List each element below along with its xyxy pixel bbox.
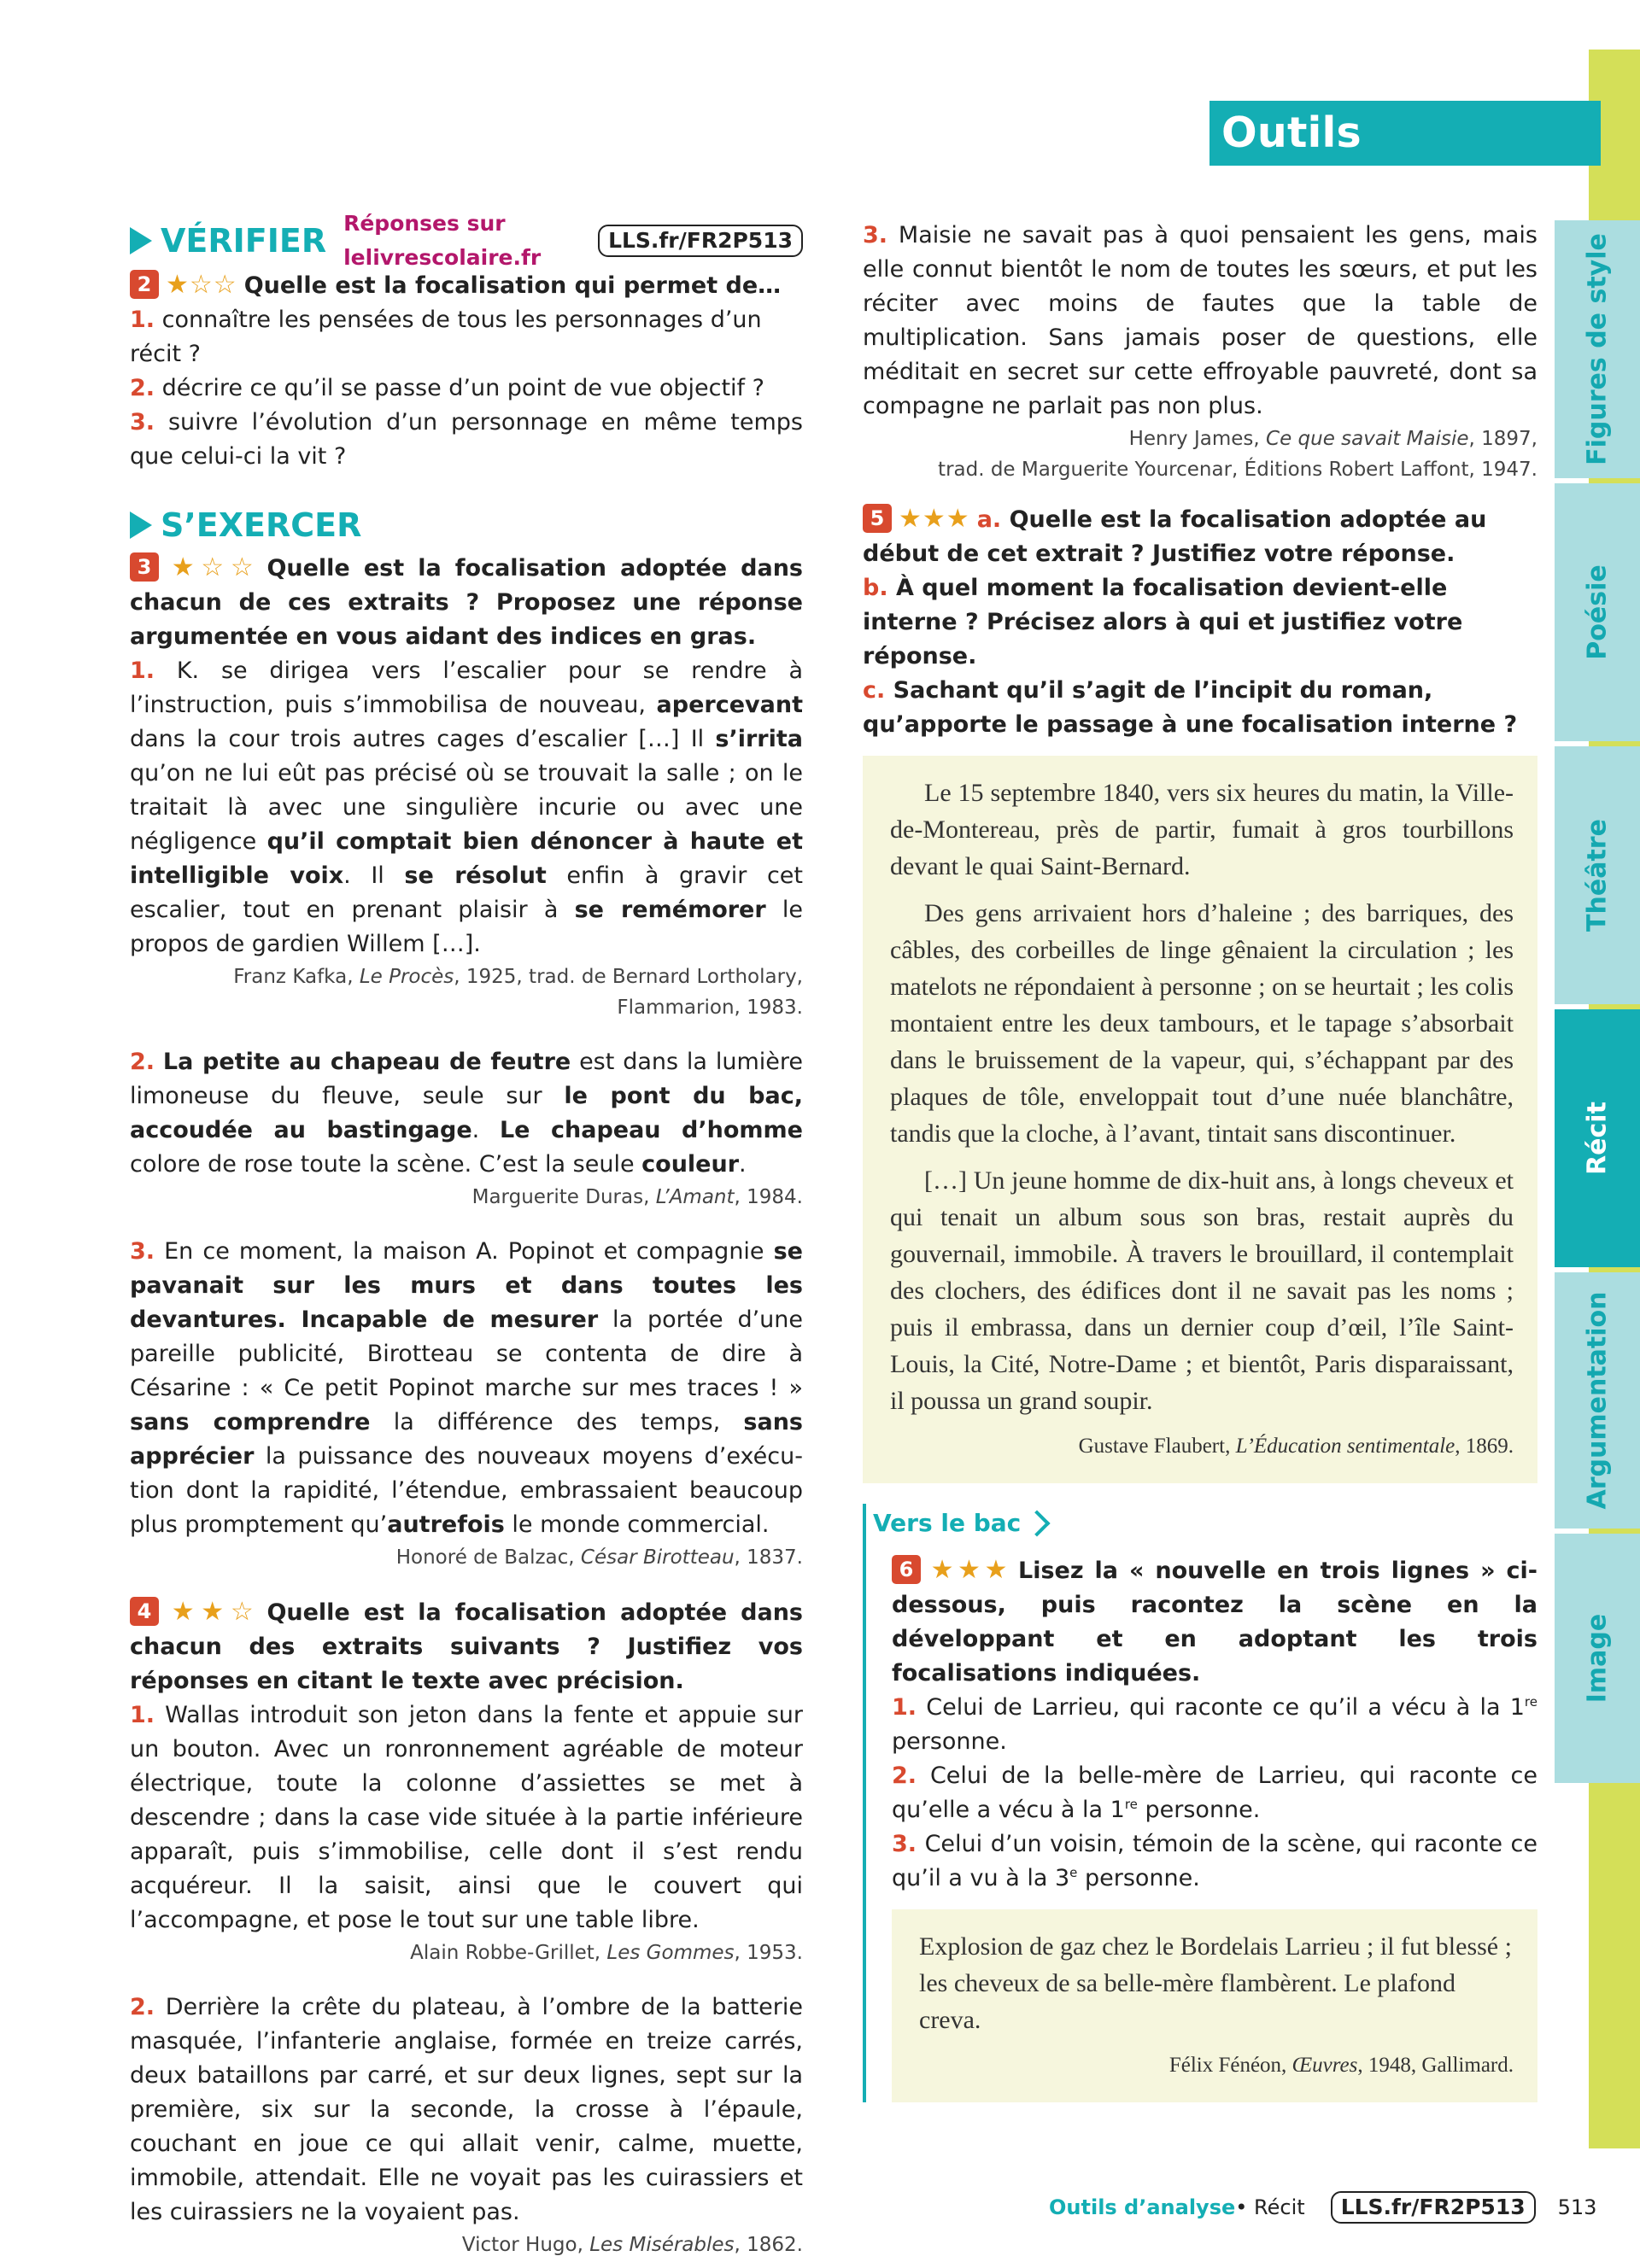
- exercise-number-badge: 2: [130, 270, 159, 299]
- exercise-3-heading: [130, 551, 803, 654]
- triangle-icon: [130, 227, 152, 254]
- list-item: 1. Celui de Larrieu, qui raconte ce qu’il a vécu à la 1re personne.: [892, 1694, 1538, 1755]
- extract-text: Maisie ne savait pas à quoi pensaient les gens, mais elle connut bientôt le nom de toutes les sœurs, et put les réciter avec moins de fautes que la table de multiplication. Sans jamais poser de questions, elle méditait en secret sur cette effroyable pauvreté, dont sa compagne ne parlait pas non plus.: [863, 222, 1538, 419]
- robbe-grillet-source: Alain Robbe-Grillet, Les Gommes, 1953.: [410, 1942, 803, 1964]
- tab-label: Récit: [1582, 1102, 1613, 1175]
- exercise-6-heading: [892, 1553, 1538, 1691]
- duras-source: Marguerite Duras, L’Amant, 1984.: [472, 1186, 803, 1208]
- item-text: décrire ce qu’il se passe d’un point de vue objectif ?: [161, 375, 764, 401]
- exercise-number-badge: 3: [130, 552, 159, 582]
- list-item: [130, 303, 803, 371]
- quote-paragraph: Explosion de gaz chez le Bordelais Larrieu ; il fut blessé ; les cheveux de sa belle-mère flambèrent. Le plafond creva.: [919, 1932, 1512, 2034]
- item-number: 2.: [130, 375, 155, 401]
- question-b: b. À quel moment la focalisation devient-elle interne ? Précisez alors à qui et justifiez votre réponse.: [863, 575, 1463, 669]
- flaubert-source: Gustave Flaubert, L’Éducation sentimentale, 1869.: [1078, 1435, 1514, 1458]
- triangle-icon: [130, 511, 152, 539]
- exercise-5-heading: [863, 502, 1538, 571]
- robbe-grillet-extract: 1. Wallas introduit son jeton dans la fente et appuie sur un bouton. Avec un ronronnement agréable de moteur électrique, toute la colonne d’assiettes se met à descendre ; dans la case vide située à la partie inférieure apparaît, puis s’immobilise, celle dont il s’est rendu acquéreur. Il la saisit, ainsi que le couvert qui l’accompagne, et pose le tout sur une table libre.: [130, 1702, 803, 1933]
- item-letter: a.: [976, 506, 1002, 533]
- question-text: À quel moment la focalisation devient-elle interne ? Précisez alors à qui et justifiez votre réponse.: [863, 575, 1463, 669]
- chevron-right-icon: [1024, 1510, 1051, 1536]
- exercise-number-badge: 5: [863, 504, 892, 533]
- hugo-extract: 2. Derrière la crête du plateau, à l’ombre de la batterie masquée, l’infanterie anglaise, formée en treize carrés, deux bataillons par carré, et sur deux lignes, sept sur la première, six sur la seconde, la crosse à l’épaule, couchant en joue ce qui allait venir, calme, muette, immobile, attendait. Elle ne voyait pas les cuirassiers et les cuirassiers ne la voyaient pas.: [130, 1994, 803, 2225]
- item-number: 1.: [130, 307, 155, 333]
- difficulty-stars-icon: ★☆☆: [166, 552, 261, 582]
- answers-link[interactable]: Réponses sur lelivrescolaire.fr: [343, 211, 542, 270]
- footer-chapter: • Récit: [1235, 2195, 1305, 2219]
- question-text: Sachant qu’il s’agit de l’incipit du roman, qu’apporte le passage à une focalisation interne ?: [863, 677, 1518, 738]
- footer-section: Outils d’analyse: [1049, 2195, 1236, 2219]
- tab-label: Figures de style: [1582, 233, 1613, 465]
- question-c: c. Sachant qu’il s’agit de l’incipit du roman, qu’apporte le passage à une focalisation interne ?: [863, 677, 1518, 738]
- exercer-title: S’EXERCER: [161, 506, 362, 544]
- page-number: 513: [1557, 2195, 1597, 2219]
- quote-paragraph: Le 15 septembre 1840, vers six heures du matin, la Ville-de-Montereau, près de partir, fumait à gros tourbillons devant le quai Saint-Bernard.: [890, 779, 1514, 880]
- tab-label: Poésie: [1582, 564, 1613, 660]
- question-a: Quelle est la focalisation adoptée au début de cet extrait ? Justifiez votre réponse.: [863, 506, 1487, 567]
- difficulty-stars-icon: ★★★: [899, 504, 970, 534]
- exercise-number-badge: 6: [892, 1555, 921, 1584]
- quote-paragraph: […] Un jeune homme de dix-huit ans, à longs cheveux et qui tenait un album sous son bras, restait auprès du gouvernail, immobile. À travers le brouillard, il contemplait des clochers, des édifices dont il ne savait pas les noms ; puis il embrassa, dans un dernier coup d’œil, l’île Saint-Louis, la Cité, Notre-Dame ; et bientôt, Paris disparaissant, il poussa un grand soupir.: [890, 1166, 1514, 1415]
- page-footer: [1049, 2191, 1596, 2224]
- balzac-extract: 3. En ce moment, la maison A. Popinot et compagnie se pavanait sur les murs et dans toutes les devantures. Incapable de mesurer la portée d’une pareille publicité, Birotteau se contenta de dire à Césarine : « Ce petit Popinot marche sur mes traces ! » sans comprendre la différence des temps, sans apprécier la puissance des nouveaux moyens d’exécution dont la rapidité, l’étendue, embrassaient beaucoup plus promptement qu’autrefois le monde commercial.: [130, 1238, 804, 1538]
- flaubert-quote-box: [863, 756, 1538, 1483]
- tab-label: Image: [1582, 1613, 1613, 1704]
- tab-recit[interactable]: [1555, 1009, 1640, 1267]
- tab-poesie[interactable]: [1555, 483, 1640, 741]
- item-text: connaître les pensées de tous les personnages d’un récit ?: [130, 307, 762, 367]
- difficulty-stars-icon: ★☆☆: [166, 270, 237, 300]
- right-column: [863, 219, 1538, 2102]
- verifier-title: VÉRIFIER: [161, 222, 327, 260]
- exercise-question: Quelle est la focalisation qui permet de…: [243, 272, 782, 299]
- vers-le-bac-title: Vers le bac: [873, 1509, 1022, 1537]
- exercise-number-badge: 4: [130, 1597, 159, 1626]
- tab-label: Théâtre: [1582, 819, 1613, 932]
- exercise-question: Lisez la « nouvelle en trois lignes » ci-dessous, puis racontez la scène en la développant et en adoptant les trois focalisations indiquées.: [892, 1558, 1538, 1686]
- hugo-source: Victor Hugo, Les Misérables, 1862.: [461, 2234, 803, 2256]
- list-item: 2. Celui de la belle-mère de Larrieu, qui raconte ce qu’elle a vécu à la 1re personne.: [892, 1762, 1538, 1823]
- verifier-heading: [130, 211, 803, 270]
- section-banner: Outils d’analyse: [1210, 101, 1601, 166]
- extract-text: Derrière la crête du plateau, à l’ombre de la batterie masquée, l’infanterie anglaise, formée en treize carrés, deux bataillons par carré, et sur deux lignes, sept sur la première, six sur la seconde, la crosse à l’épaule, couchant en joue ce qui allait venir, calme, muette, immobile, attendait. Elle ne voyait pas les cuirassiers et les cuirassiers ne la voyaient pas.: [130, 1994, 803, 2225]
- tab-image[interactable]: [1555, 1534, 1640, 1783]
- exercise-4-heading: [130, 1595, 803, 1698]
- vers-le-bac-block: [863, 1504, 1538, 2102]
- extract-text: Wallas introduit son jeton dans la fente et appuie sur un bouton. Avec un ronronnement agréable de moteur électrique, toute la colonne d’assiettes se met à descendre ; dans la case vide située à la partie inférieure apparaît, puis s’immobilise, celle dont il s’est rendu acquéreur. Il la saisit, ainsi que le couvert qui l’accompagne, et pose le tout sur une table libre.: [130, 1702, 803, 1933]
- balzac-source: Honoré de Balzac, César Birotteau, 1837.: [395, 1546, 803, 1569]
- footer-lls-link[interactable]: LLS.fr/FR2P513: [1331, 2191, 1536, 2224]
- kafka-source: Franz Kafka, Le Procès, 1925, trad. de Bernard Lortholary, Flammarion, 1983.: [233, 966, 803, 1019]
- tab-figures-de-style[interactable]: [1555, 220, 1640, 478]
- exercer-heading: [130, 503, 803, 547]
- duras-extract: 2. La petite au chapeau de feutre est dans la lumière limoneuse du fleuve, seule sur le pont du bac, accoudée au bastingage. Le chapeau d’homme colore de rose toute la scène. C’est la seule couleur.: [130, 1049, 803, 1178]
- list-item: 3. Celui d’un voisin, témoin de la scène, qui raconte ce qu’il a vu à la 3e personne.: [892, 1831, 1538, 1891]
- feneon-quote-box: [892, 1909, 1538, 2102]
- list-item: [130, 371, 803, 406]
- item-text: suivre l’évolution d’un personnage en même temps que celui-ci la vit ?: [130, 409, 803, 470]
- exercise-question: Quelle est la focalisation adoptée dans chacun des extraits suivants ? Justifiez vos réponses en citant le texte avec précision.: [130, 1599, 803, 1694]
- difficulty-stars-icon: ★★☆: [166, 1597, 261, 1627]
- quote-paragraph: Des gens arrivaient hors d’haleine ; des barriques, des câbles, des corbeilles de linge gênaient la circulation ; les matelots ne répondaient à personne ; on se heurtait ; les colis montaient entre les deux tambours, et le tapage s’absorbait dans le bruissement de la vapeur, qui, s’échappant par des plaques de tôle, enveloppait tout d’une nuée blanchâtre, tandis que la cloche, à l’avant, tintait sans discontinuer.: [890, 899, 1514, 1148]
- maisie-source: Henry James, Ce que savait Maisie, 1897, trad. de Marguerite Yourcenar, Éditions Robert Laffont, 1947.: [938, 428, 1538, 481]
- tab-argumentation[interactable]: [1555, 1272, 1640, 1529]
- maisie-extract: 3. Maisie ne savait pas à quoi pensaient les gens, mais elle connut bientôt le nom de toutes les sœurs, et put les réciter avec moins de fautes que la table de multiplication. Sans jamais poser de questions, elle méditait en secret sur cette effroyable pauvreté, dont sa compagne ne parlait pas non plus.: [863, 222, 1538, 419]
- lls-link[interactable]: LLS.fr/FR2P513: [598, 225, 803, 257]
- kafka-extract: 1. K. se dirigea vers l’escalier pour se rendre à l’instruction, puis s’immobilisa de nouveau, apercevant dans la cour trois autres cages d’escalier […] Il s’irrita qu’on ne lui eût pas précisé où se trouvait la salle ; on le traitait là avec une singulière incurie ou avec une négligence qu’il comptait bien dénoncer à haute et intelligible voix. Il se résolut enfin à gravir cet escalier, tout en prenant plaisir à se remémorer le propos de gardien Willem […].: [130, 658, 804, 957]
- item-number: 3.: [130, 409, 155, 435]
- list-item: [130, 406, 803, 474]
- feneon-source: Félix Fénéon, Œuvres, 1948, Gallimard.: [1168, 2054, 1514, 2077]
- exercise-2-heading: [130, 268, 803, 303]
- vers-le-bac-heading: [873, 1504, 1538, 1543]
- left-column: [130, 211, 804, 2260]
- tab-label: Argumentation: [1582, 1291, 1613, 1510]
- tab-theatre[interactable]: [1555, 746, 1640, 1004]
- exercise-question: Quelle est la focalisation adoptée dans chacun de ces extraits ? Proposez une réponse argumentée en vous aidant des indices en gras.: [130, 555, 803, 650]
- difficulty-stars-icon: ★★★: [928, 1555, 1011, 1585]
